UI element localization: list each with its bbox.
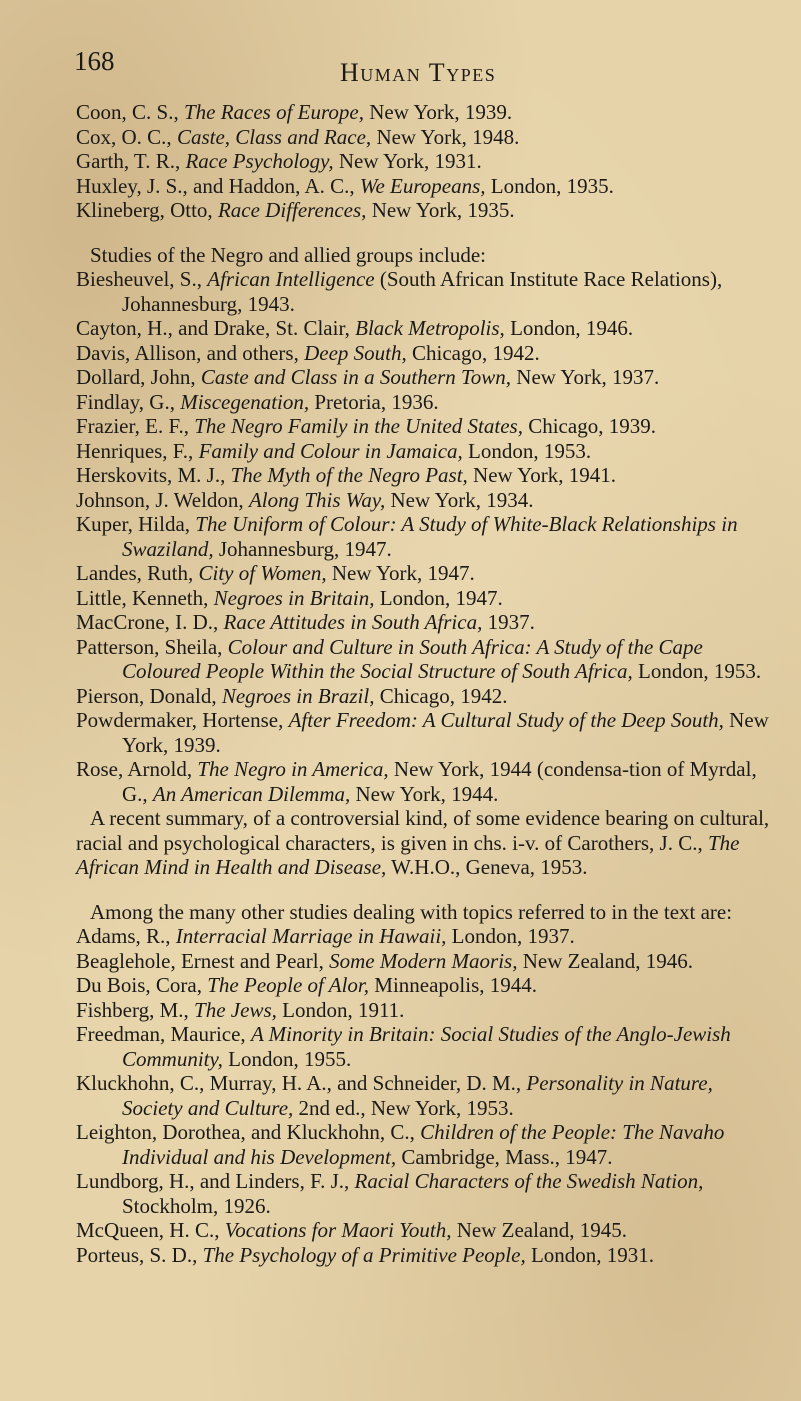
- reference-details: New York, 1947.: [326, 561, 475, 585]
- reference-details: London, 1911.: [276, 997, 405, 1022]
- reference-details: London, 1953.: [632, 659, 762, 683]
- bibliography: [76, 100, 776, 1267]
- reference-details: New York, 1931.: [333, 149, 482, 173]
- reference-details: (South African Institute Race Relations), Johannesburg, 1943.: [122, 267, 723, 316]
- reference-details: Chicago, 1942.: [374, 683, 508, 708]
- reference-title: Racial Characters of the Swedish Nation,: [354, 1169, 704, 1193]
- reference-entry: [76, 488, 776, 513]
- reference-entry: [76, 149, 776, 174]
- reference-title: Negroes in Brazil,: [221, 683, 375, 708]
- reference-details: New York, 1948.: [371, 124, 520, 149]
- reference-title: We Europeans,: [359, 173, 486, 198]
- reference-details: New York, 1934.: [385, 487, 534, 512]
- reference-details: 1937.: [482, 610, 535, 634]
- reference-author: Klineberg, Otto,: [76, 198, 218, 222]
- reference-title: Vocations for Maori Youth,: [224, 1218, 452, 1242]
- reference-details: Cambridge, Mass., 1947.: [396, 1144, 613, 1169]
- running-title: Human Types: [340, 58, 497, 87]
- reference-details: New Zealand, 1945.: [451, 1218, 628, 1242]
- reference-entry: [76, 1120, 776, 1169]
- reference-entry: [76, 684, 776, 709]
- reference-details: London, 1947.: [374, 585, 503, 610]
- reference-entry: [76, 586, 776, 611]
- reference-entry: [76, 198, 776, 223]
- reference-entry: [76, 512, 776, 561]
- reference-title: Negroes in Britain,: [213, 585, 375, 610]
- reference-details: Pretoria, 1936.: [309, 389, 439, 414]
- reference-details: London, 1955.: [222, 1046, 352, 1071]
- reference-entry: [76, 924, 776, 949]
- reference-entry: [76, 973, 776, 998]
- reference-entry: [76, 1169, 776, 1218]
- reference-title: The Negro Family in the United States,: [194, 414, 523, 438]
- reference-title: The Myth of the Negro Past,: [230, 463, 468, 487]
- reference-author: Johnson, J. Weldon,: [76, 487, 249, 512]
- reference-entry: [76, 414, 776, 439]
- reference-author: Freedman, Maurice,: [76, 1022, 251, 1046]
- reference-entry: [76, 1218, 776, 1243]
- reference-details: New York, 1944.: [350, 781, 499, 806]
- reference-list-other-studies: [76, 924, 776, 1267]
- reference-entry: [76, 174, 776, 199]
- reference-entry: [76, 341, 776, 366]
- reference-title: Personality in Nature, Society and Culture,: [122, 1071, 713, 1120]
- reference-entry: [76, 267, 776, 316]
- reference-title: A Minority in Britain: Social Studies of the Anglo-Jewish Community,: [122, 1022, 731, 1071]
- reference-title: The Races of Europe,: [183, 100, 364, 124]
- reference-details: London, 1935.: [485, 173, 614, 198]
- reference-author: Rose, Arnold,: [76, 757, 198, 781]
- reference-title: Caste, Class and Race,: [176, 124, 372, 149]
- reference-details: New Zealand, 1946.: [517, 948, 694, 973]
- reference-title: Caste and Class in a Southern Town,: [200, 365, 512, 389]
- reference-entry: [76, 1022, 776, 1071]
- reference-author: Garth, T. R.,: [76, 149, 186, 173]
- section-intro-negro-studies: Studies of the Negro and allied groups include:: [90, 242, 486, 267]
- reference-author: Fishberg, M.,: [76, 997, 195, 1022]
- reference-entry: [76, 561, 776, 586]
- reference-title: The Jews,: [194, 997, 277, 1022]
- reference-author: Leighton, Dorothea, and Kluckhohn, C.,: [76, 1120, 421, 1144]
- reference-author: MacCrone, I. D.,: [76, 610, 224, 634]
- reference-title: Family and Colour in Jamaica,: [198, 438, 463, 463]
- reference-author: Little, Kenneth,: [76, 585, 214, 610]
- reference-author: Du Bois, Cora,: [76, 973, 208, 997]
- page-number: 168: [74, 46, 115, 76]
- reference-author: Huxley, J. S., and Haddon, A. C.,: [76, 173, 360, 198]
- reference-details: London, 1946.: [504, 316, 634, 340]
- reference-details: New York, 1941.: [467, 463, 616, 487]
- reference-details: Chicago, 1942.: [406, 340, 540, 365]
- reference-author: Kluckhohn, C., Murray, H. A., and Schneider, D. M.,: [76, 1071, 527, 1095]
- reference-title: City of Women,: [198, 561, 327, 585]
- reference-title: Miscegenation,: [180, 389, 310, 414]
- reference-title: Some Modern Maoris,: [329, 948, 518, 973]
- reference-entry: [76, 708, 776, 757]
- reference-entry: [76, 439, 776, 464]
- reference-author: Pierson, Donald,: [76, 683, 222, 708]
- summary-note: A recent summary, of a controversial kind, of some evidence bearing on cultural, racial and psychological characters, is given in chs. i-v. of Carothers, J. C., The African Mind in Health and Disease, W.H.O., Geneva, 1953.: [76, 806, 770, 879]
- reference-title: Along This Way,: [248, 487, 386, 512]
- reference-title: Interracial Marriage in Hawaii,: [175, 924, 447, 948]
- reference-details: Chicago, 1939.: [522, 414, 656, 438]
- reference-details: London, 1953.: [462, 438, 592, 463]
- reference-entry: [76, 125, 776, 150]
- reference-details: Minneapolis, 1944.: [369, 973, 538, 997]
- reference-author: Davis, Allison, and others,: [76, 340, 305, 365]
- reference-author: Kuper, Hilda,: [76, 512, 196, 536]
- reference-details: New York, 1944 (condensa-tion of Myrdal, G.,: [122, 757, 757, 806]
- reference-title: After Freedom: A Cultural Study of the Deep South,: [288, 708, 724, 732]
- reference-author: Adams, R.,: [76, 924, 176, 948]
- reference-entry: [76, 365, 776, 390]
- reference-title: Children of the People: The Navaho Individual and his Development,: [122, 1120, 725, 1169]
- reference-author: Frazier, E. F.,: [76, 414, 195, 438]
- reference-author: McQueen, H. C.,: [76, 1218, 225, 1242]
- reference-author: Cox, O. C.,: [76, 124, 177, 149]
- reference-author: Cayton, H., and Drake, St. Clair,: [76, 316, 356, 340]
- reference-author: Powdermaker, Hortense,: [76, 708, 289, 732]
- reference-entry: [76, 100, 776, 125]
- reference-list-negro-studies: [76, 267, 776, 806]
- reference-author: Findlay, G.,: [76, 389, 181, 414]
- reference-details: Johannesburg, 1947.: [213, 536, 392, 561]
- reference-author: Landes, Ruth,: [76, 561, 199, 585]
- reference-author: Lundborg, H., and Linders, F. J.,: [76, 1169, 355, 1193]
- reference-entry: [76, 757, 776, 806]
- reference-title: The Negro in America,: [197, 757, 389, 781]
- section-intro-other-studies: Among the many other studies dealing with topics referred to in the text are:: [90, 899, 733, 924]
- reference-details: London, 1937.: [446, 924, 575, 948]
- reference-author: Coon, C. S.,: [76, 100, 184, 124]
- reference-entry: [76, 463, 776, 488]
- reference-title: The Uniform of Colour: A Study of White-Black Relationships in Swaziland,: [122, 512, 738, 561]
- reference-author: Henriques, F.,: [76, 438, 199, 463]
- reference-list-general: [76, 100, 776, 223]
- reference-entry: [76, 635, 776, 684]
- reference-author: Porteus, S. D.,: [76, 1242, 203, 1267]
- reference-entry: [76, 949, 776, 974]
- reference-title: Colour and Culture in South Africa: A Study of the Cape Coloured People Within the Social Structure of South Africa,: [122, 634, 703, 683]
- reference-details: New York, 1939.: [122, 708, 769, 757]
- reference-entry: [76, 1243, 776, 1268]
- page-header: [74, 46, 761, 86]
- reference-details: 2nd ed., New York, 1953.: [293, 1095, 514, 1120]
- reference-title: The People of Alor,: [207, 973, 370, 997]
- reference-title: Race Differences,: [217, 198, 367, 222]
- reference-details: New York, 1939.: [363, 100, 513, 124]
- reference-author: Dollard, John,: [76, 365, 201, 389]
- reference-details: Stockholm, 1926.: [122, 1193, 271, 1218]
- reference-entry: [76, 998, 776, 1023]
- reference-entry: [76, 610, 776, 635]
- reference-author: Patterson, Sheila,: [76, 634, 228, 659]
- reference-author: Herskovits, M. J.,: [76, 463, 231, 487]
- reference-title: Black Metropolis,: [355, 316, 505, 340]
- reference-author: Beaglehole, Ernest and Pearl,: [76, 948, 330, 973]
- reference-title: Race Psychology,: [185, 149, 334, 173]
- reference-title: An American Dilemma,: [152, 781, 351, 806]
- reference-author: Biesheuvel, S.,: [76, 267, 208, 291]
- reference-entry: [76, 390, 776, 415]
- reference-details: London, 1931.: [525, 1242, 655, 1267]
- reference-entry: [76, 1071, 776, 1120]
- reference-details: New York, 1935.: [366, 198, 515, 222]
- reference-title: Deep South,: [304, 340, 407, 365]
- reference-entry: [76, 316, 776, 341]
- reference-title: Race Attitudes in South Africa,: [223, 610, 483, 634]
- reference-details: New York, 1937.: [511, 365, 660, 389]
- reference-title: African Intelligence: [207, 267, 375, 291]
- reference-title: The Psychology of a Primitive People,: [202, 1242, 526, 1267]
